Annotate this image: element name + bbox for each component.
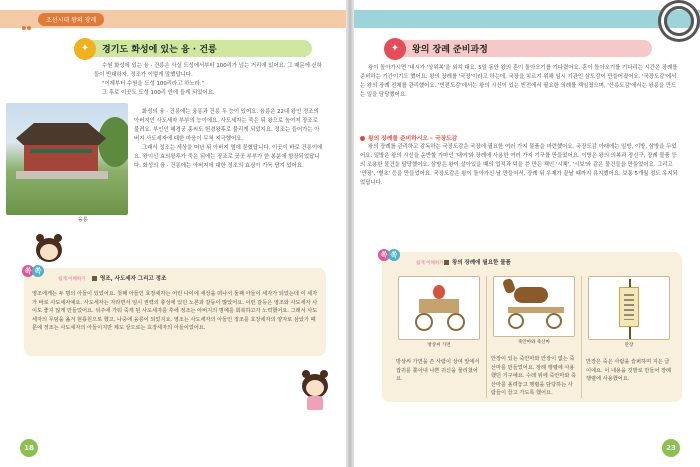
header-band (354, 10, 700, 28)
item-caption: 만장 (624, 343, 634, 348)
intro-text (360, 64, 680, 100)
page-number: 23 (662, 439, 680, 457)
right-page (354, 0, 700, 467)
items-grid (392, 276, 674, 398)
subheading: 왕의 장례를 준비하시오 – 국장도감 (360, 133, 457, 142)
section-title-text: 경기도 화성에 있는 융 · 건릉 (102, 45, 217, 55)
item-horse (487, 276, 582, 398)
left-page (0, 0, 346, 467)
photo-caption: 융릉 (78, 217, 88, 223)
paragraph: 왕의 장례를 관리하고 감독하는 국장도감은 국장에 필요한 여러 가지 물품을 마련했어요. 국장도감 아래에는 일방, 이방, 삼방을 두었어요. 일방은 왕의 시신을 운반할 가마인 '대여'와 장례에 사용한 여러 가지 기구를 만들었어요. 이방은 왕의 의복과 장신구, 장례 물품 등의 조용한 물건을 담당했어요. 삼방은 왕이 살아있을 때의 업적과 덕을 쓴 만든 책인 '시책', '시보'와 같은 물건들을 만들었어요. 그리고 '만장', '별초' 등을 만들었어요. 국장도감은 왕이 돌아가신 날 만들어서, 장례 뒤 우제가 끝날 때까지 유지했어요. 보통 5개월 정도 유지되었답니다. (360, 144, 678, 186)
item-mask (392, 276, 487, 398)
paragraph: 그래서 정조는 세상을 떠난 뒤 아버지 옆에 묻혔답니다. 이곳이 바로 건릉이에요. 왕이신 효의왕후가 죽은 뒤에는 장조로 곳곳 부부가 한 봉분에 함장되었답니다. 화성의 융 · 건릉에는 아버지에 대한 정조의 효심이 가득 담겨 있어요. (134, 145, 323, 169)
paragraph: 수원 화성에 있는 융 · 건릉은 사실 도성에서부터 100리가 넘는 거리에 있어요. 그 때문에 신하들이 반대하자, 정조가 이렇게 말했답니다. (94, 63, 322, 78)
box-tag: 쏙 쏙 (18, 260, 48, 282)
paragraph: 왕이 돌아가시면 '내시가 '상위복'을 외치 대요. 5일 동안 왕의 혼이 돌아오기를 기다렸어요. 혼이 돌아오기를 기다리는 시간은 장례를 준비하는 기간이기도 했어요. 왕의 장례를 '국장'이라고 하는데, 국장을 치르기 위해 임시 기관인 삼도감이 만들어졌어요. '국장도감'에서는 왕의 장례 전체를 관리했어요. '빈전도감'에서는 왕의 시신이 있는 빈전에서 필요한 의례를 책임졌으며, '산릉도감'에서는 왕릉을 만드는 일을 담당했어요. (360, 65, 678, 98)
paragraph: 화성의 융 · 건릉에는 융릉과 건릉 두 능이 있어요. 융릉은 22대 왕인 정조의 아버지인 사도세자 부부의 능이에요. 사도세자는 죽은 뒤 왕으로 높여져 장조로 불려요. 부인인 혜경궁 홍씨도 헌경왕후로 불리게 되었지요. 정조는 들어가는 아버지 사도세자에 대한 마음이 무척 지극했어요. (134, 109, 320, 142)
item-banner (582, 276, 676, 398)
box-title: 왕의 장례에 필요한 물품 (444, 258, 511, 266)
book-gutter (346, 0, 354, 467)
intro-text (94, 62, 322, 98)
lightbulb-icon: ✦ (384, 38, 406, 60)
box-tag: 쏙 쏙 (374, 244, 404, 266)
box-title: 영조, 사도세자 그리고 정조 (92, 274, 166, 282)
page-number: 18 (20, 439, 38, 457)
tomb-photo (6, 103, 128, 215)
box-subtitle: 쉽게 이해하기 (58, 277, 86, 282)
body-text (134, 108, 324, 171)
section-title (392, 40, 652, 57)
box-subtitle: 쉽게 이해하기 (416, 261, 444, 266)
body-text (360, 143, 680, 188)
bullet-icon (360, 136, 365, 141)
section-title (82, 40, 312, 57)
running-head: 조선시대 왕의 장례 (38, 13, 104, 26)
item-text: 만장은 죽은 사람을 슬퍼하며 지은 글이에요. 이 내용을 깃발로 만들어 장례 행렬에 사용했어요. (586, 359, 672, 383)
info-box (382, 252, 682, 402)
dots-decoration (22, 15, 36, 23)
horse-cart-illustration (493, 276, 575, 337)
item-caption: 방상씨 가면 (427, 343, 451, 348)
lightbulb-icon: ✦ (74, 38, 96, 60)
item-caption: 죽안마와 죽산마 (518, 340, 550, 346)
item-text: 안장이 있는 죽안마와 안장이 없는 죽산마를 만들었어요. 장례 행렬에 사용했던 기구예요. 수레 위에 죽안마와 죽산마를 올려놓고 행렬을 담당하는 사람들이 끌고 가도록 했어요. (491, 356, 577, 397)
paragraph: 그 후로 이곳도 도성 100리 안에 들게 되었어요. (102, 90, 215, 96)
banner-illustration (588, 276, 670, 340)
item-text: 방상씨 가면을 쓴 사람이 상여 앞에서 잡귀를 쫓아내 나쁜 귀신을 물리쳤어요. (396, 359, 480, 383)
section-title-text: 왕의 장례 준비과정 (412, 45, 488, 55)
circles-decoration (664, 6, 694, 36)
info-box (24, 268, 326, 356)
mask-cart-illustration (398, 276, 480, 340)
box-text: 영조에게는 두 명의 아들이 있었어요. 첫째 아들인 효장세자는 어린 나이에 세상을 떠나서 둘째 아들이 세자가 되었는데 이 세자가 바로 사도세자예요. 사도세자는 자라면서 임시 권력의 충성에 있던 노론과 갈등이 많았어요. 이런 갈등은 영조와 사도세자 사이도 좋지 않게 만들었어요. 뒤주에 가둬 죽게 된 사도세자를 후에 정조는 아버지의 명예를 회복하고자 노력했어요. 그래서 사도세자의 무덤을 옮겨 현륭원으로 했고, 나중에 융릉이 되었지요. 영조는 사도세자의 아들인 정조를 효장세자의 양자로 삼았기 때문에 정조는 사도세자의 아들이지만 제도 상으로는 효장세자의 아들이었어요. (32, 291, 318, 332)
quote: "이제부터 수원을 도성 100리라고 하노라." (102, 81, 204, 87)
